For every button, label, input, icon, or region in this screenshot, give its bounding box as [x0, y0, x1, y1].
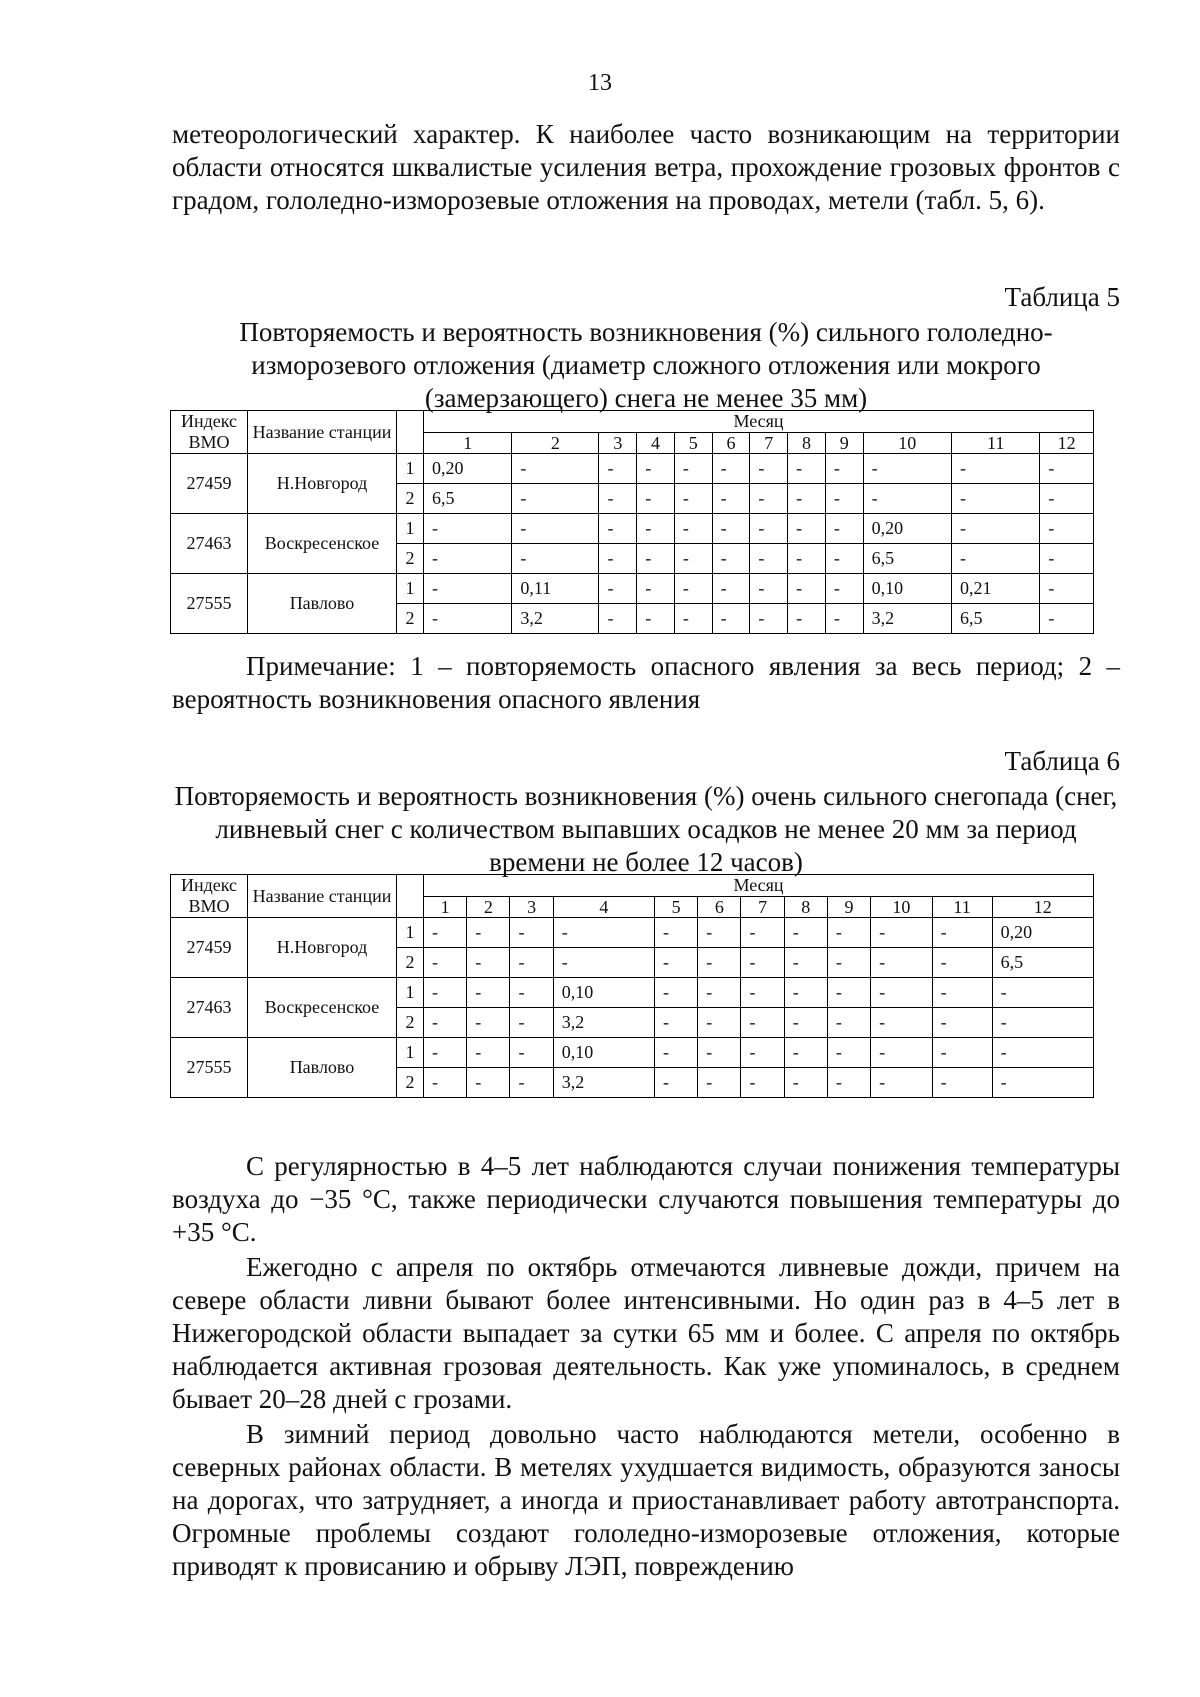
value-cell: - — [788, 604, 826, 634]
row-type-cell: 1 — [397, 574, 424, 604]
page-number: 13 — [588, 70, 612, 96]
station-index-cell: 27463 — [171, 514, 248, 574]
value-cell: - — [825, 574, 863, 604]
row-type-cell: 2 — [397, 604, 424, 634]
value-cell: - — [951, 454, 1039, 484]
value-cell: 0,20 — [863, 514, 951, 544]
header-station-cell: Название станции — [248, 411, 397, 454]
header-index-cell: Индекс ВМО — [171, 875, 248, 918]
value-cell: - — [784, 1038, 827, 1068]
paragraph-rain: Ежегодно с апреля по октябрь отмечаются ливневые дожди, причем на севере области ливни бывают более интенсивными. Но один раз в 4–5 лет в Нижегородской области выпадает за сутки 65 мм и более. С апреля по октябрь наблюдается активная грозовая деятельность. Как уже упоминалось, в среднем бывает 20–28 дней с грозами. — [172, 1252, 1120, 1414]
month-cell: 6 — [712, 432, 750, 454]
value-cell: 6,5 — [992, 948, 1093, 978]
value-cell: 0,21 — [951, 574, 1039, 604]
value-cell: - — [712, 574, 750, 604]
value-cell: - — [827, 1008, 870, 1038]
station-name-cell: Н.Новгород — [248, 918, 397, 978]
month-cell: 1 — [424, 896, 467, 918]
header-row — [171, 411, 1094, 433]
row-type-cell: 1 — [397, 454, 424, 484]
value-cell: - — [599, 544, 637, 574]
row-type-cell: 2 — [397, 484, 424, 514]
value-cell: - — [992, 978, 1093, 1008]
value-cell: - — [951, 484, 1039, 514]
value-cell: - — [698, 948, 741, 978]
table5-caption: Повторяемость и вероятность возникновения (%) сильного гололедно-изморозевого отложения (диаметр сложного отложения или мокрого (замерзающего) снега не менее 35 мм) — [239, 317, 1053, 413]
value-cell: - — [424, 604, 512, 634]
month-cell: 7 — [750, 432, 788, 454]
station-index-cell: 27459 — [171, 454, 248, 514]
month-cell: 9 — [827, 896, 870, 918]
table-row — [171, 918, 1094, 948]
value-cell: - — [637, 454, 675, 484]
value-cell: - — [750, 514, 788, 544]
value-cell: - — [827, 918, 870, 948]
value-cell: - — [674, 454, 712, 484]
station-index-cell: 27555 — [171, 1038, 248, 1098]
value-cell: - — [788, 514, 826, 544]
value-cell: - — [510, 1008, 553, 1038]
value-cell: - — [712, 484, 750, 514]
value-cell: - — [784, 918, 827, 948]
station-name-cell: Павлово — [248, 574, 397, 634]
value-cell: - — [741, 918, 784, 948]
value-cell: - — [712, 604, 750, 634]
table-row — [171, 978, 1094, 1008]
value-cell: - — [932, 918, 992, 948]
value-cell: - — [788, 484, 826, 514]
table6 — [170, 874, 1094, 1098]
value-cell: - — [698, 1038, 741, 1068]
table6-label: Таблица 6 — [1004, 746, 1120, 776]
value-cell: 3,2 — [553, 1008, 654, 1038]
value-cell: - — [674, 484, 712, 514]
value-cell: - — [1040, 544, 1094, 574]
value-cell: - — [599, 454, 637, 484]
value-cell: - — [674, 574, 712, 604]
value-cell: - — [871, 1068, 932, 1098]
value-cell: - — [741, 1008, 784, 1038]
station-name-cell: Воскресенское — [248, 514, 397, 574]
value-cell: - — [825, 514, 863, 544]
table-row — [171, 454, 1094, 484]
paragraph-temperature: С регулярностью в 4–5 лет наблюдаются случаи понижения температуры воздуха до −35 °С, также периодически случаются повышения температуры до +35 °С. — [172, 1151, 1120, 1247]
row-type-cell: 2 — [397, 1068, 424, 1098]
value-cell: - — [871, 1008, 932, 1038]
month-cell: 8 — [788, 432, 826, 454]
value-cell: - — [512, 454, 599, 484]
value-cell: 6,5 — [863, 544, 951, 574]
value-cell: - — [932, 1068, 992, 1098]
header-blank-cell — [397, 875, 424, 918]
value-cell: - — [827, 978, 870, 1008]
table-row — [171, 514, 1094, 544]
value-cell: - — [871, 948, 932, 978]
value-cell: - — [788, 574, 826, 604]
value-cell: - — [871, 978, 932, 1008]
month-cell: 10 — [863, 432, 951, 454]
value-cell: - — [654, 918, 697, 948]
row-type-cell: 2 — [397, 948, 424, 978]
value-cell: - — [784, 948, 827, 978]
value-cell: - — [827, 1038, 870, 1068]
header-station-cell: Название станции — [248, 875, 397, 918]
value-cell: - — [510, 1038, 553, 1068]
value-cell: - — [424, 514, 512, 544]
table5-note: Примечание: 1 – повторяемость опасного явления за весь период; 2 – вероятность возникновения опасного явления — [172, 651, 1120, 714]
value-cell: - — [698, 918, 741, 948]
value-cell: 0,10 — [863, 574, 951, 604]
month-cell: 4 — [553, 896, 654, 918]
value-cell: - — [827, 948, 870, 978]
value-cell: - — [698, 1008, 741, 1038]
value-cell: - — [871, 918, 932, 948]
value-cell: - — [424, 978, 467, 1008]
value-cell: - — [637, 514, 675, 544]
value-cell: 3,2 — [553, 1068, 654, 1098]
header-index-cell: Индекс ВМО — [171, 411, 248, 454]
value-cell: - — [424, 948, 467, 978]
value-cell: - — [825, 544, 863, 574]
value-cell: - — [750, 544, 788, 574]
value-cell: - — [741, 948, 784, 978]
value-cell: - — [750, 574, 788, 604]
month-cell: 11 — [932, 896, 992, 918]
value-cell: - — [637, 574, 675, 604]
station-name-cell: Павлово — [248, 1038, 397, 1098]
value-cell: - — [825, 604, 863, 634]
value-cell: 3,2 — [863, 604, 951, 634]
value-cell: - — [637, 544, 675, 574]
value-cell: - — [654, 978, 697, 1008]
value-cell: - — [510, 978, 553, 1008]
value-cell: - — [784, 1068, 827, 1098]
value-cell: - — [863, 484, 951, 514]
value-cell: 3,2 — [512, 604, 599, 634]
row-type-cell: 2 — [397, 544, 424, 574]
header-blank-cell — [397, 411, 424, 454]
value-cell: - — [599, 574, 637, 604]
value-cell: - — [750, 604, 788, 634]
value-cell: - — [825, 454, 863, 484]
value-cell: - — [512, 544, 599, 574]
value-cell: - — [467, 1068, 510, 1098]
value-cell: - — [1040, 514, 1094, 544]
value-cell: - — [510, 1068, 553, 1098]
value-cell: - — [512, 484, 599, 514]
month-cell: 2 — [467, 896, 510, 918]
value-cell: - — [599, 484, 637, 514]
value-cell: - — [825, 484, 863, 514]
row-type-cell: 2 — [397, 1008, 424, 1038]
month-cell: 3 — [599, 432, 637, 454]
month-cell: 12 — [1040, 432, 1094, 454]
value-cell: - — [871, 1038, 932, 1068]
value-cell: - — [932, 978, 992, 1008]
intro-paragraph: метеорологический характер. К наиболее часто возникающим на территории области относятся шквалистые усиления ветра, прохождение грозовых фронтов с градом, гололедно-изморозевые отложения на проводах, метели (табл. 5, 6). — [172, 119, 1120, 215]
value-cell: - — [467, 1008, 510, 1038]
value-cell: - — [712, 544, 750, 574]
value-cell: - — [1040, 574, 1094, 604]
row-type-cell: 1 — [397, 514, 424, 544]
value-cell: - — [553, 918, 654, 948]
value-cell: - — [467, 918, 510, 948]
month-cell: 1 — [424, 432, 512, 454]
table-row — [171, 574, 1094, 604]
value-cell: - — [674, 604, 712, 634]
value-cell: - — [863, 454, 951, 484]
value-cell: - — [674, 514, 712, 544]
value-cell: - — [741, 978, 784, 1008]
table5-label: Таблица 5 — [1004, 282, 1120, 312]
table-row — [171, 1038, 1094, 1068]
row-type-cell: 1 — [397, 918, 424, 948]
value-cell: - — [654, 1068, 697, 1098]
value-cell: - — [424, 1008, 467, 1038]
value-cell: - — [951, 544, 1039, 574]
month-cell: 5 — [674, 432, 712, 454]
value-cell: - — [992, 1068, 1093, 1098]
value-cell: - — [741, 1068, 784, 1098]
value-cell: - — [992, 1008, 1093, 1038]
header-row — [171, 875, 1094, 897]
value-cell: - — [784, 1008, 827, 1038]
station-index-cell: 27555 — [171, 574, 248, 634]
month-cell: 7 — [741, 896, 784, 918]
value-cell: - — [510, 918, 553, 948]
value-cell: - — [712, 454, 750, 484]
value-cell: - — [654, 1038, 697, 1068]
value-cell: - — [599, 514, 637, 544]
value-cell: - — [599, 604, 637, 634]
value-cell: - — [654, 1008, 697, 1038]
value-cell: - — [712, 514, 750, 544]
month-cell: 2 — [512, 432, 599, 454]
row-type-cell: 1 — [397, 978, 424, 1008]
value-cell: - — [654, 948, 697, 978]
value-cell: - — [424, 918, 467, 948]
month-cell: 5 — [654, 896, 697, 918]
value-cell: - — [467, 948, 510, 978]
table5 — [170, 410, 1094, 634]
table6-caption: Повторяемость и вероятность возникновения (%) очень сильного снегопада (снег, ливневый снег с количеством выпавших осадков не менее 20 мм за период времени не более 12 часов) — [174, 781, 1118, 877]
value-cell: - — [424, 574, 512, 604]
month-cell: 11 — [951, 432, 1039, 454]
value-cell: - — [698, 1068, 741, 1098]
value-cell: - — [424, 1068, 467, 1098]
station-index-cell: 27459 — [171, 918, 248, 978]
month-cell: 8 — [784, 896, 827, 918]
value-cell: - — [932, 1038, 992, 1068]
value-cell: 0,20 — [992, 918, 1093, 948]
value-cell: - — [637, 484, 675, 514]
value-cell: - — [1040, 454, 1094, 484]
value-cell: - — [510, 948, 553, 978]
month-cell: 12 — [992, 896, 1093, 918]
value-cell: - — [951, 514, 1039, 544]
month-cell: 4 — [637, 432, 675, 454]
row-type-cell: 1 — [397, 1038, 424, 1068]
value-cell: - — [553, 948, 654, 978]
header-month-cell: Месяц — [424, 875, 1094, 897]
value-cell: - — [1040, 484, 1094, 514]
paragraph-blizzards: В зимний период довольно часто наблюдаются метели, особенно в северных районах области. В метелях ухудшается видимость, образуются заносы на дорогах, что затрудняет, а иногда и приостанавливает работу автотранспорта. Огромные проблемы создают гололедно-изморозевые отложения, которые приводят к провисанию и обрыву ЛЭП, повреждению — [172, 1419, 1120, 1581]
value-cell: - — [750, 484, 788, 514]
value-cell: - — [637, 604, 675, 634]
value-cell: - — [698, 978, 741, 1008]
value-cell: - — [788, 544, 826, 574]
value-cell: 0,20 — [424, 454, 512, 484]
value-cell: 6,5 — [951, 604, 1039, 634]
value-cell: - — [424, 544, 512, 574]
station-name-cell: Н.Новгород — [248, 454, 397, 514]
value-cell: - — [788, 454, 826, 484]
value-cell: 6,5 — [424, 484, 512, 514]
value-cell: - — [512, 514, 599, 544]
value-cell: - — [467, 1038, 510, 1068]
month-cell: 3 — [510, 896, 553, 918]
station-index-cell: 27463 — [171, 978, 248, 1038]
value-cell: 0,11 — [512, 574, 599, 604]
value-cell: - — [741, 1038, 784, 1068]
value-cell: - — [467, 978, 510, 1008]
value-cell: 0,10 — [553, 1038, 654, 1068]
value-cell: - — [827, 1068, 870, 1098]
value-cell: - — [1040, 604, 1094, 634]
value-cell: - — [750, 454, 788, 484]
header-month-cell: Месяц — [424, 411, 1094, 433]
value-cell: - — [784, 978, 827, 1008]
month-cell: 6 — [698, 896, 741, 918]
value-cell: - — [424, 1038, 467, 1068]
value-cell: - — [674, 544, 712, 574]
value-cell: - — [932, 1008, 992, 1038]
value-cell: - — [992, 1038, 1093, 1068]
month-cell: 9 — [825, 432, 863, 454]
station-name-cell: Воскресенское — [248, 978, 397, 1038]
value-cell: 0,10 — [553, 978, 654, 1008]
month-cell: 10 — [871, 896, 932, 918]
value-cell: - — [932, 948, 992, 978]
